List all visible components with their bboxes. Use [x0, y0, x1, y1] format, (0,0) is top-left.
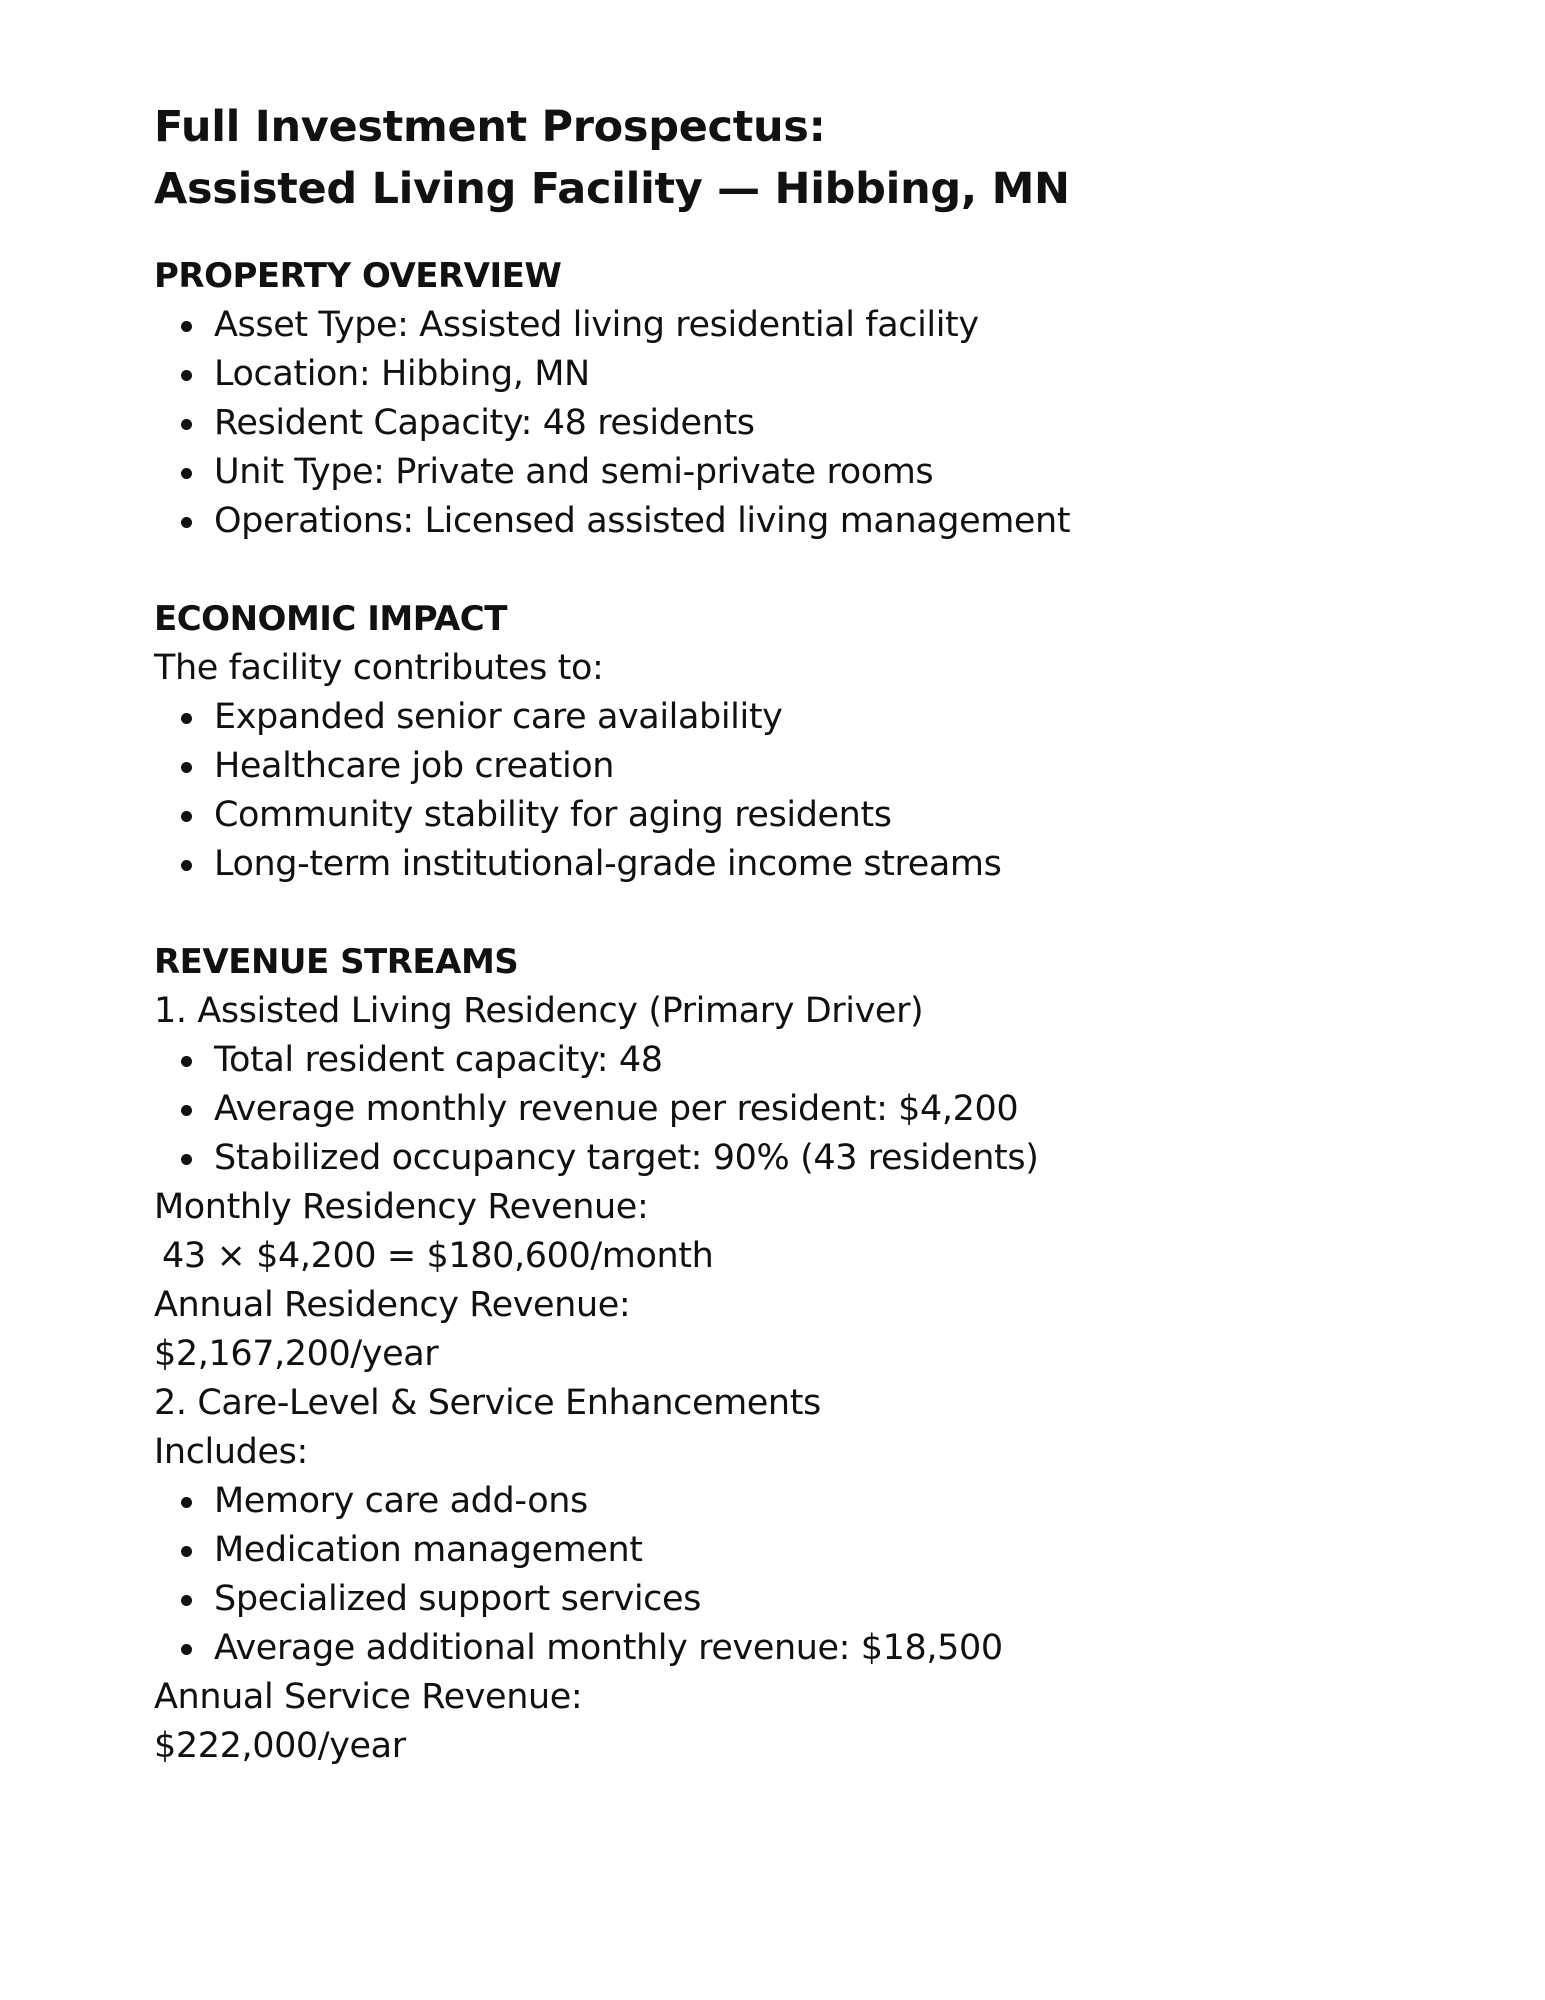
monthly-residency-calculation: 43 × $4,200 = $180,600/month: [162, 1236, 714, 1276]
list-item: Operations: Licensed assisted living management: [154, 497, 1545, 546]
section-spacer: [154, 546, 1545, 595]
list-item: Average monthly revenue per resident: $4,200: [154, 1085, 1545, 1134]
list-item: Resident Capacity: 48 residents: [154, 399, 1545, 448]
annual-service-value: $222,000/year: [154, 1726, 406, 1766]
stream-2-title: 2. Care-Level & Service Enhancements: [154, 1383, 821, 1423]
stream-1-list: [154, 1036, 1545, 1183]
title-line-1: Full Investment Prospectus:: [154, 102, 826, 152]
stream-2-list: [154, 1477, 1545, 1673]
list-item: Medication management: [154, 1526, 1545, 1575]
stream-2-includes-label: Includes:: [154, 1432, 308, 1472]
annual-residency-value: $2,167,200/year: [154, 1334, 439, 1374]
stream-1-title: 1. Assisted Living Residency (Primary Driver): [154, 991, 924, 1031]
list-item: Stabilized occupancy target: 90% (43 residents): [154, 1134, 1545, 1183]
list-item: Total resident capacity: 48: [154, 1036, 1545, 1085]
economic-impact-section: [154, 595, 1545, 889]
list-item: Community stability for aging residents: [154, 791, 1545, 840]
list-item: Memory care add-ons: [154, 1477, 1545, 1526]
annual-service-label: Annual Service Revenue:: [154, 1677, 583, 1717]
economic-impact-list: [154, 693, 1545, 889]
property-overview-section: [154, 252, 1545, 546]
list-item: Unit Type: Private and semi-private rooms: [154, 448, 1545, 497]
revenue-streams-heading: REVENUE STREAMS: [154, 942, 519, 982]
property-overview-list: [154, 301, 1545, 546]
list-item: Specialized support services: [154, 1575, 1545, 1624]
list-item: Average additional monthly revenue: $18,500: [154, 1624, 1545, 1673]
list-item: Asset Type: Assisted living residential facility: [154, 301, 1545, 350]
revenue-streams-section: [154, 938, 1545, 1771]
monthly-residency-label: Monthly Residency Revenue:: [154, 1187, 649, 1227]
list-item: Location: Hibbing, MN: [154, 350, 1545, 399]
property-overview-heading: PROPERTY OVERVIEW: [154, 256, 562, 296]
list-item: Long-term institutional-grade income streams: [154, 840, 1545, 889]
economic-impact-intro: The facility contributes to:: [154, 648, 604, 688]
section-spacer: [154, 889, 1545, 938]
economic-impact-heading: ECONOMIC IMPACT: [154, 599, 507, 639]
title-line-2: Assisted Living Facility — Hibbing, MN: [154, 164, 1070, 214]
list-item: Expanded senior care availability: [154, 693, 1545, 742]
list-item: Healthcare job creation: [154, 742, 1545, 791]
annual-residency-label: Annual Residency Revenue:: [154, 1285, 631, 1325]
document-title: [154, 96, 1545, 220]
